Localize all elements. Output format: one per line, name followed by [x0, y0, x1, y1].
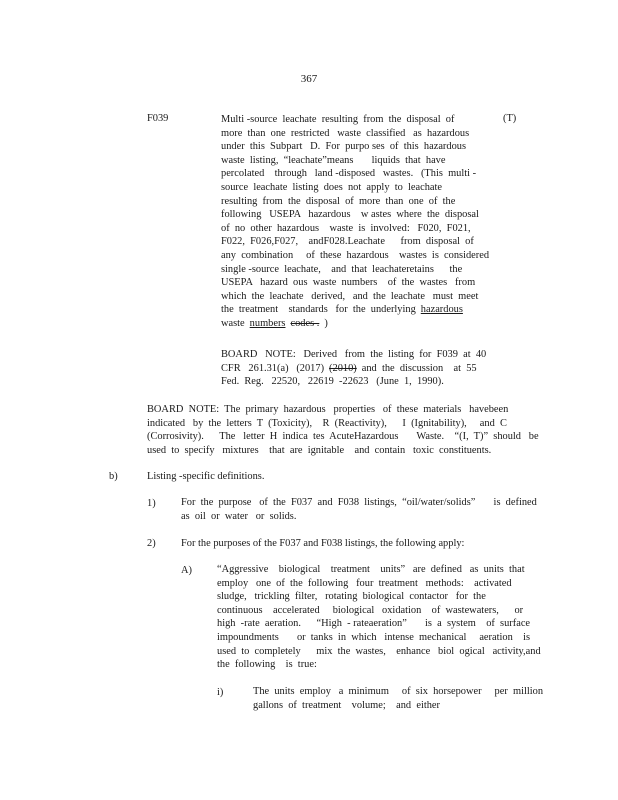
description-line: any combination of these hazardous wastes is considered	[221, 249, 490, 261]
description-line: of no other hazardous waste is involved: F020, F021,	[221, 222, 471, 234]
description-line: waste numbers codes . )	[221, 317, 328, 329]
note-line: CFR 261.31(a) (2017) (2010) and the discussion at 55	[221, 362, 477, 374]
description-line: Multi -source leachate resulting from the disposal of	[221, 114, 455, 125]
note-line: Fed. Reg. 22520, 22619 -22623 (June 1, 1990).	[221, 376, 444, 388]
subsection-heading: Listing -specific definitions.	[147, 471, 265, 482]
description-line: following USEPA hazardous w astes where the disposal	[221, 209, 479, 221]
added-text: hazardous	[420, 304, 463, 316]
description-line: F022, F026,F027, andF028.Leachate from disposal of	[221, 236, 474, 248]
deleted-text: (2010)	[329, 362, 357, 374]
item-marker: 1)	[147, 498, 156, 509]
item-line: impoundments or tanks in which intense mechanical aeration is	[217, 631, 531, 643]
item-line: the following is true:	[217, 659, 317, 671]
note-line: BOARD NOTE: Derived from the listing for F039 at 40	[221, 349, 487, 360]
item-line: sludge, trickling filter, rotating biological contactor for the	[217, 591, 486, 603]
item-marker: 2)	[147, 538, 156, 549]
item-line: as oil or water or solids.	[181, 510, 297, 522]
item-text: For the purposes of the F037 and F038 listings, the following apply:	[181, 538, 465, 549]
item-line: employ one of the following four treatment methods: activated	[217, 577, 512, 589]
f039-description	[221, 113, 490, 331]
note-line: indicated by the letters T (Toxicity), R (Reactivity), I (Ignitability), and C	[147, 417, 507, 429]
board-note	[147, 403, 539, 457]
note-line: (Corrosivity). The letter H indica tes AcuteHazardous Waste. “(I, T)” should be	[147, 431, 539, 443]
description-line: under this Subpart D. For purpo ses of this hazardous	[221, 141, 467, 153]
item-text	[253, 685, 544, 712]
page-number: 367	[300, 73, 318, 85]
item-line: gallons of treatment volume; and either	[253, 699, 440, 711]
description-line: the treatment standards for the underlying hazardous	[221, 304, 463, 316]
description-line: waste listing, “leachate”means liquids that have	[221, 154, 446, 166]
description-line: single -source leachate, and that leachateretains the	[221, 263, 463, 275]
item-line: For the purpose of the F037 and F038 listings, “oil/water/solids” is defined	[181, 497, 537, 508]
hazard-code: (T)	[503, 113, 517, 124]
description-line: more than one restricted waste classified as hazardous	[221, 127, 470, 139]
description-line: percolated through land -disposed wastes. (This multi -	[221, 168, 477, 180]
added-text: numbers	[249, 317, 286, 329]
item-text	[181, 496, 537, 523]
item-line: high -rate aeration. “High - rateaeration” is a system of surface	[217, 618, 531, 630]
description-line: source leachate listing does not apply to leachate	[221, 181, 443, 193]
note-line: used to specify mixtures that are ignitable and contain toxic constituents.	[147, 444, 492, 456]
item-line: continuous accelerated biological oxidation of wastewaters, or	[217, 604, 524, 616]
f039-board-note	[221, 348, 493, 389]
description-line: which the leachate derived, and the leachate must meet	[221, 290, 479, 302]
item-marker: A)	[181, 565, 192, 576]
waste-code: F039	[147, 113, 169, 124]
description-line: resulting from the disposal of more than one of the	[221, 195, 456, 207]
description-line: USEPA hazard ous waste numbers of the wastes from	[221, 277, 476, 289]
item-line: The units employ a minimum of six horsepower per million	[253, 686, 544, 697]
deleted-text: codes .	[290, 317, 320, 329]
subsection-marker: b)	[109, 471, 118, 482]
item-marker: i)	[217, 687, 224, 698]
item-text	[217, 563, 541, 672]
item-line: “Aggressive biological treatment units” are defined as units that	[217, 564, 525, 575]
note-line: BOARD NOTE: The primary hazardous properties of these materials havebeen	[147, 404, 509, 415]
item-line: used to completely mix the wastes, enhance biol ogical activity,and	[217, 645, 541, 657]
